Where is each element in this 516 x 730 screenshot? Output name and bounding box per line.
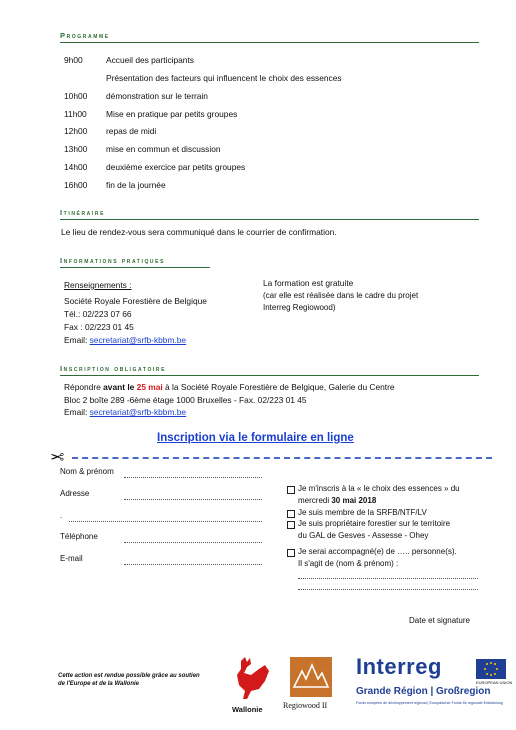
inscription-email-link[interactable]: secretariat@srfb-kbbm.be bbox=[89, 407, 187, 417]
regiowood-logo bbox=[283, 657, 345, 727]
wallonie-logo bbox=[229, 655, 275, 725]
interreg-fund-text: Fonds européen de développement régional | Europäischer Fonds für regionale Entwicklung bbox=[356, 701, 503, 705]
inscription-email-label: Email: bbox=[64, 407, 88, 417]
interreg-wordmark: Interreg bbox=[356, 654, 442, 679]
schedule-activity: deuxième exercice par petits groupes bbox=[106, 162, 246, 172]
schedule-activity: fin de la journée bbox=[106, 180, 166, 190]
free-line-1: (car elle est réalisée dans le cadre du projet bbox=[263, 291, 419, 300]
email-link[interactable]: secretariat@srfb-kbbm.be bbox=[89, 335, 187, 345]
form-field-input[interactable] bbox=[124, 477, 262, 478]
scissors-icon: ✂ bbox=[50, 448, 65, 467]
form-field-label: Téléphone bbox=[60, 532, 98, 541]
inscription-line-2: Bloc 2 boîte 289 -6ème étage 1000 Bruxelles - Fax. 02/223 01 45 bbox=[64, 395, 307, 405]
schedule-activity: démonstration sur le terrain bbox=[106, 91, 208, 101]
form-field-input[interactable] bbox=[124, 542, 262, 543]
schedule-time: 11h00 bbox=[64, 109, 87, 119]
opt-register-line-2 bbox=[298, 497, 376, 505]
schedule-time: 16h00 bbox=[64, 180, 88, 190]
infos-heading: Informations pratiques bbox=[60, 256, 166, 265]
checkbox-owner[interactable] bbox=[287, 521, 295, 529]
form-field-label: E-mail bbox=[60, 554, 83, 563]
schedule-activity: Accueil des participants bbox=[106, 55, 194, 65]
inscription-text-d: à la Société Royale Forestière de Belgique, Galerie du Centre bbox=[162, 382, 395, 392]
inscription-heading: Inscription obligatoire bbox=[60, 364, 167, 373]
opt-accompanied-line-2: Il s'agit de (nom & prénom) : bbox=[298, 559, 399, 568]
support-note-line-1: Cette action est rendue possible grâce au soutien bbox=[58, 673, 200, 679]
schedule-activity: Mise en pratique par petits groupes bbox=[106, 109, 238, 119]
email-line bbox=[64, 336, 186, 344]
companion-name-line-1[interactable] bbox=[298, 578, 478, 579]
forest-icon bbox=[290, 657, 332, 697]
schedule-time: 9h00 bbox=[64, 55, 83, 65]
form-field-label: Adresse bbox=[60, 489, 90, 498]
org-name: Société Royale Forestière de Belgique bbox=[64, 296, 207, 306]
rooster-icon bbox=[229, 655, 275, 703]
opt-register-day: mercredi bbox=[298, 496, 332, 505]
opt-register-date: 30 mai 2018 bbox=[331, 496, 377, 505]
schedule-time: 13h00 bbox=[64, 144, 88, 154]
phone-number: Tél.: 02/223 07 66 bbox=[64, 309, 132, 319]
eu-flag-icon bbox=[476, 659, 506, 679]
regiowood-text: Regiowood II bbox=[283, 701, 328, 710]
interreg-region: Grande Région | Großregion bbox=[356, 686, 491, 697]
itineraire-rule bbox=[60, 219, 479, 220]
schedule-time: 10h00 bbox=[64, 91, 88, 101]
interreg-logo bbox=[354, 656, 512, 716]
schedule-time: 12h00 bbox=[64, 126, 88, 136]
deadline-date: 25 mai bbox=[136, 382, 163, 392]
cut-line bbox=[72, 457, 492, 459]
schedule-activity: mise en commun et discussion bbox=[106, 144, 221, 154]
date-signature-label: Date et signature bbox=[409, 616, 470, 625]
itineraire-heading: Itinéraire bbox=[60, 208, 106, 217]
fax-number: Fax : 02/223 01 45 bbox=[64, 322, 134, 332]
programme-rule bbox=[60, 42, 479, 43]
support-note-line-2: de l'Europe et de la Wallonie bbox=[58, 681, 139, 687]
checkbox-register[interactable] bbox=[287, 486, 295, 494]
inscription-text-a: Répondre bbox=[64, 382, 104, 392]
wallonie-text: Wallonie bbox=[232, 705, 263, 714]
opt-register-line-1: Je m'inscris à la « le choix des essences » du bbox=[298, 484, 460, 493]
checkbox-member[interactable] bbox=[287, 510, 295, 518]
form-field-label: . bbox=[60, 511, 63, 520]
form-field-input[interactable] bbox=[69, 521, 262, 522]
itineraire-text: Le lieu de rendez-vous sera communiqué dans le courrier de confirmation. bbox=[61, 227, 337, 237]
inscription-text-b: avant le bbox=[103, 382, 137, 392]
free-title: La formation est gratuite bbox=[263, 278, 354, 288]
opt-owner-line-2: du GAL de Gesves - Assesse - Ohey bbox=[298, 531, 429, 540]
schedule-activity: Présentation des facteurs qui influencent le choix des essences bbox=[106, 73, 342, 83]
form-field-label: Nom & prénom bbox=[60, 467, 114, 476]
programme-heading: Programme bbox=[60, 31, 110, 40]
online-form-link[interactable]: Inscription via le formulaire en ligne bbox=[157, 432, 354, 444]
regiowood-emblem bbox=[290, 657, 332, 697]
form-field-input[interactable] bbox=[124, 499, 262, 500]
opt-accompanied-line-1: Je serai accompagné(e) de ….. personne(s). bbox=[298, 547, 457, 556]
opt-member: Je suis membre de la SRFB/NTF/LV bbox=[298, 508, 427, 517]
companion-name-line-2[interactable] bbox=[298, 589, 478, 590]
schedule-activity: repas de midi bbox=[106, 126, 157, 136]
inscription-line-1 bbox=[64, 383, 395, 391]
opt-owner-line-1: Je suis propriétaire forestier sur le territoire bbox=[298, 519, 451, 528]
checkbox-accompanied[interactable] bbox=[287, 549, 295, 557]
email-label: Email: bbox=[64, 335, 88, 345]
form-field-input[interactable] bbox=[124, 564, 262, 565]
eu-label: EUROPEAN UNION bbox=[476, 680, 513, 685]
infos-rule bbox=[60, 267, 210, 268]
renseignements-label: Renseignements : bbox=[64, 280, 132, 290]
schedule-time: 14h00 bbox=[64, 162, 88, 172]
free-line-2: Interreg Regiowood) bbox=[263, 303, 336, 312]
inscription-rule bbox=[60, 375, 479, 376]
inscription-email-line bbox=[64, 408, 186, 416]
